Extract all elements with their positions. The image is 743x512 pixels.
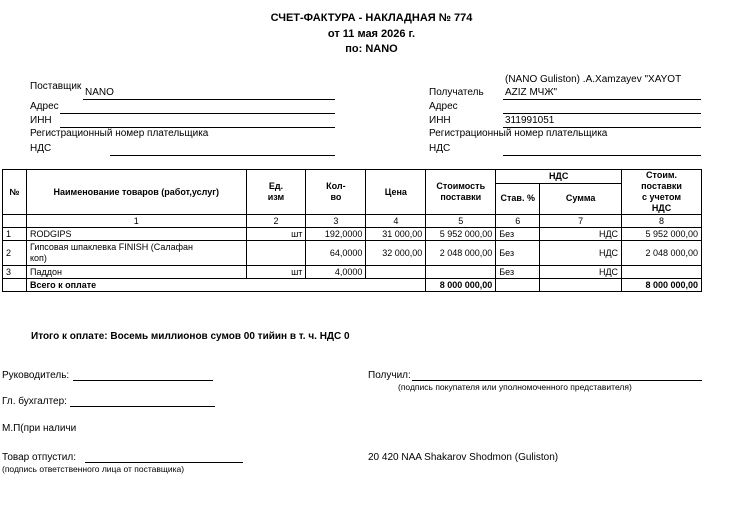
receiver-address-label: Адрес xyxy=(429,101,458,112)
supplier-address-label: Адрес xyxy=(30,101,59,112)
receiver-line xyxy=(503,99,701,100)
table-row xyxy=(3,228,702,241)
row-rate: Без xyxy=(496,241,540,266)
receiver-vat-label: НДС xyxy=(429,143,451,154)
total-grand: 8 000 000,00 xyxy=(622,279,702,292)
document-date: от 11 мая 2026 г. xyxy=(327,28,416,40)
document-title: СЧЕТ-ФАКТУРА - НАКЛАДНАЯ № 774 xyxy=(270,12,473,24)
row-vat: НДС xyxy=(540,241,622,266)
total-empty xyxy=(540,279,622,292)
row-unit xyxy=(246,241,306,266)
row-vat: НДС xyxy=(540,266,622,279)
row-cost: 5 952 000,00 xyxy=(426,228,496,241)
row-total: 5 952 000,00 xyxy=(622,228,702,241)
header-name: Наименование товаров (работ,услуг) xyxy=(26,170,246,215)
row-unit: шт xyxy=(246,228,306,241)
accountant-label: Гл. бухгалтер: xyxy=(2,396,67,407)
col-number: 3 xyxy=(306,215,366,228)
receiver-reg-label: Регистрационный номер плательщика xyxy=(429,128,608,139)
released-label: Товар отпустил: xyxy=(2,452,76,463)
row-cost: 2 048 000,00 xyxy=(426,241,496,266)
supplier-label: Поставщик xyxy=(30,81,82,92)
stamp-label: М.П(при наличи xyxy=(2,423,77,434)
receiver-vat-line xyxy=(503,155,701,156)
accountant-sign-line xyxy=(70,406,215,407)
row-price: 31 000,00 xyxy=(366,228,426,241)
row-vat: НДС xyxy=(540,228,622,241)
header-unit: Ед. изм xyxy=(246,170,306,215)
receiver-name: 20 420 NAA Shakarov Shodmon (Guliston) xyxy=(368,452,559,463)
header-num: № xyxy=(3,170,27,215)
total-empty xyxy=(496,279,540,292)
row-total xyxy=(622,266,702,279)
col-number xyxy=(3,215,27,228)
col-number: 5 xyxy=(426,215,496,228)
header-qty: Кол- во xyxy=(306,170,366,215)
document-by: по: NANO xyxy=(345,43,398,55)
total-label: Всего к оплате xyxy=(26,279,425,292)
supplier-inn-label: ИНН xyxy=(30,115,52,126)
received-note: (подпись покупателя или уполномоченного представителя) xyxy=(398,382,632,392)
row-num: 1 xyxy=(3,228,27,241)
receiver-label: Получатель xyxy=(429,87,484,98)
table-row xyxy=(3,266,702,279)
director-sign-line xyxy=(73,380,213,381)
supplier-address-line xyxy=(60,113,335,114)
invoice-table xyxy=(2,169,702,292)
row-cost xyxy=(426,266,496,279)
header-vat-sum: Сумма xyxy=(540,183,622,214)
header-vat: НДС xyxy=(496,170,622,184)
column-number-row xyxy=(3,215,702,228)
row-rate: Без xyxy=(496,228,540,241)
supplier-vat-line xyxy=(110,155,335,156)
released-sign-line xyxy=(85,462,243,463)
total-summary: Итого к оплате: Восемь миллионов сумов 00 тийин в т. ч. НДС 0 xyxy=(31,331,350,342)
table-row xyxy=(3,241,702,266)
receiver-value-line2: AZIZ МЧЖ" xyxy=(505,87,558,98)
row-name: Гипсовая шпаклевка FINISH (Салафан коп) xyxy=(26,241,246,266)
row-name: RODGIPS xyxy=(26,228,246,241)
row-num: 3 xyxy=(3,266,27,279)
col-number: 2 xyxy=(246,215,306,228)
row-price xyxy=(366,266,426,279)
director-label: Руководитель: xyxy=(2,370,70,381)
row-rate: Без xyxy=(496,266,540,279)
header-vat-rate: Став. % xyxy=(496,183,540,214)
header-price: Цена xyxy=(366,170,426,215)
supplier-line xyxy=(83,99,335,100)
received-sign-line xyxy=(412,380,702,381)
released-note: (подпись ответственного лица от поставщика) xyxy=(2,464,185,474)
table-header-row xyxy=(3,170,702,184)
row-num: 2 xyxy=(3,241,27,266)
row-qty: 192,0000 xyxy=(306,228,366,241)
receiver-inn-value: 311991051 xyxy=(505,115,555,126)
row-name: Паддон xyxy=(26,266,246,279)
row-price: 32 000,00 xyxy=(366,241,426,266)
row-total: 2 048 000,00 xyxy=(622,241,702,266)
col-number: 1 xyxy=(26,215,246,228)
received-label: Получил: xyxy=(368,370,411,381)
receiver-inn-label: ИНН xyxy=(429,115,451,126)
row-qty: 4,0000 xyxy=(306,266,366,279)
header-cost: Стоимость поставки xyxy=(426,170,496,215)
row-qty: 64,0000 xyxy=(306,241,366,266)
header-total: Стоим. поставки с учетом НДС xyxy=(622,170,702,215)
supplier-reg-label: Регистрационный номер плательщика xyxy=(30,128,209,139)
total-row xyxy=(3,279,702,292)
col-number: 8 xyxy=(622,215,702,228)
col-number: 7 xyxy=(540,215,622,228)
row-unit: шт xyxy=(246,266,306,279)
receiver-address-line xyxy=(503,113,701,114)
supplier-vat-label: НДС xyxy=(30,143,52,154)
supplier-value: NANO xyxy=(85,87,114,98)
total-cost: 8 000 000,00 xyxy=(426,279,496,292)
receiver-value-line1: (NANO Guliston) .A.Xamzayev "XAYOT xyxy=(505,74,682,85)
total-empty xyxy=(3,279,27,292)
col-number: 4 xyxy=(366,215,426,228)
col-number: 6 xyxy=(496,215,540,228)
